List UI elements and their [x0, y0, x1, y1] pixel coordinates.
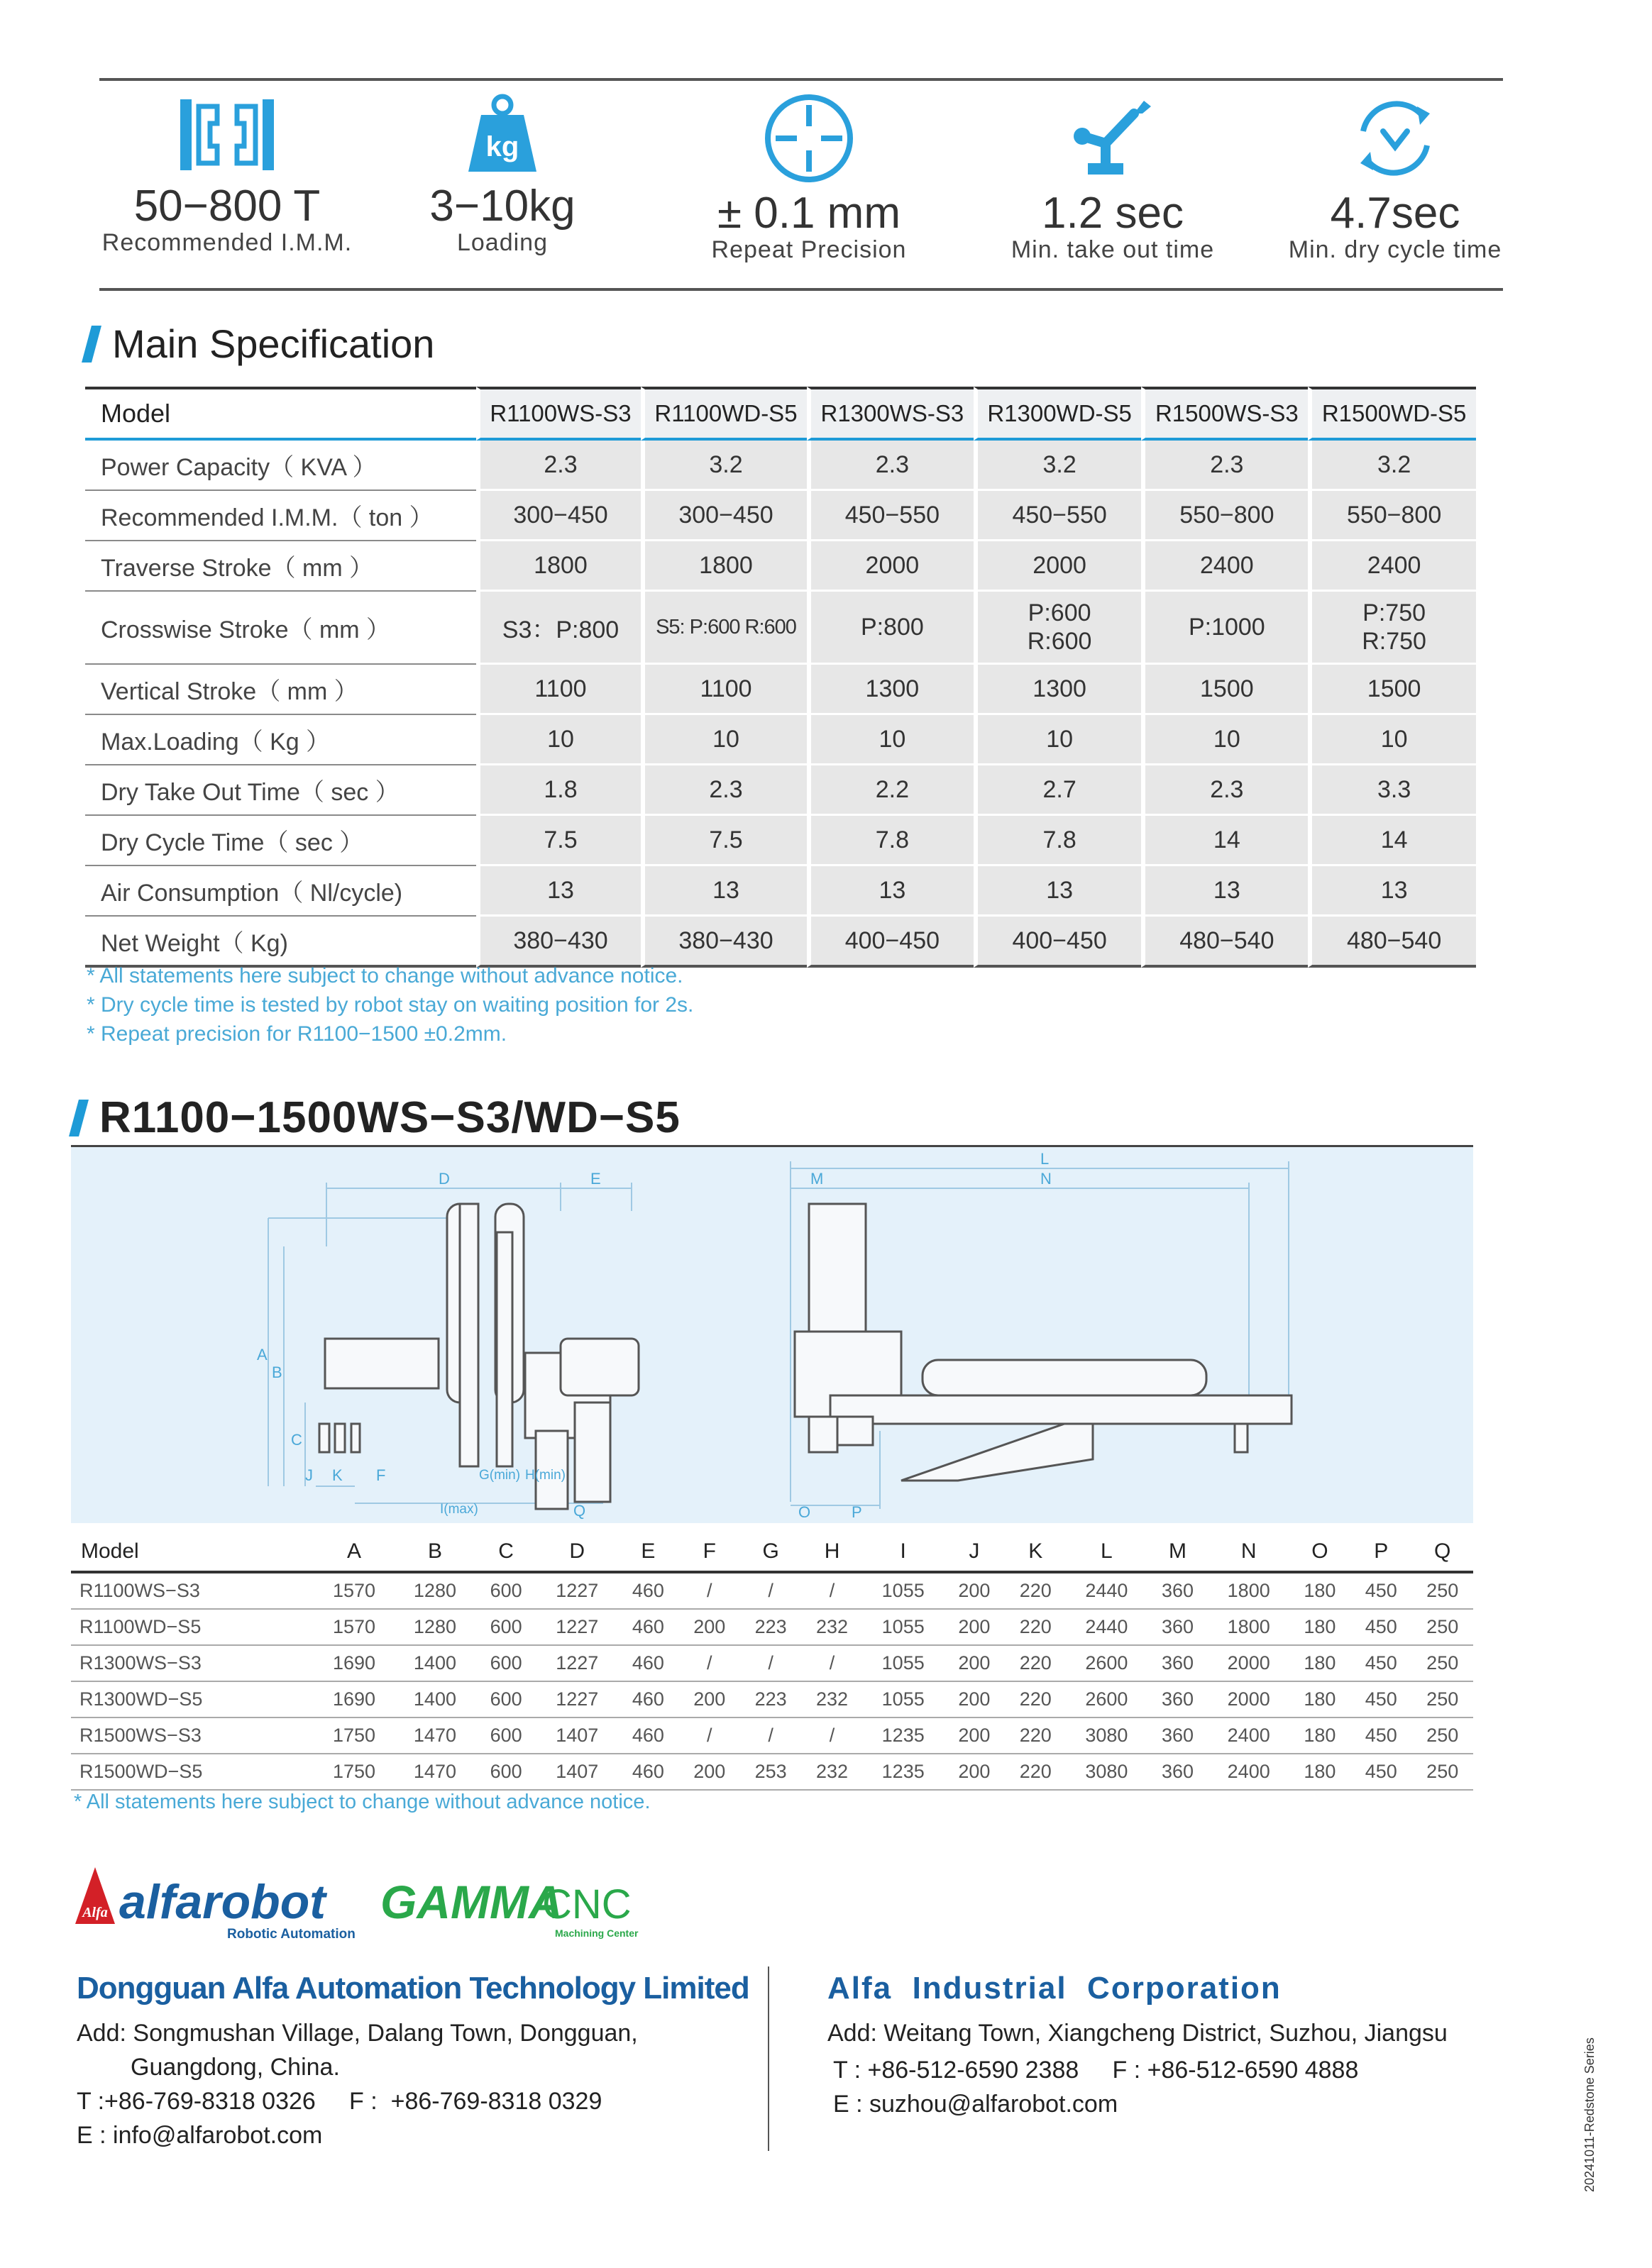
- title-slash-decoration: [69, 1100, 89, 1136]
- dim-cell: 1690: [314, 1645, 395, 1681]
- dim-cell: 232: [801, 1681, 862, 1717]
- dim-cell: 2400: [1208, 1717, 1289, 1754]
- model-header: Model: [85, 387, 476, 441]
- dim-cell: 2400: [1208, 1754, 1289, 1790]
- dim-cell: 1750: [314, 1717, 395, 1754]
- dim-cell: 460: [617, 1645, 678, 1681]
- spec-row: [85, 816, 1476, 866]
- spec-value: 13: [1141, 866, 1308, 917]
- dim-col-header: O: [1289, 1532, 1350, 1572]
- spec-label: Traverse Stroke（ mm ）: [85, 541, 476, 592]
- spec-value: 2.3: [476, 441, 641, 491]
- dim-cell: 180: [1289, 1572, 1350, 1609]
- spec-value: 1100: [476, 665, 641, 715]
- dim-row: [71, 1717, 1473, 1754]
- spec-row: [85, 491, 1476, 541]
- spec-label: Vertical Stroke（ mm ）: [85, 665, 476, 715]
- dim-cell: 200: [944, 1645, 1005, 1681]
- dim-cell: 2440: [1066, 1609, 1147, 1645]
- dim-cell: 450: [1350, 1645, 1411, 1681]
- left-phone-fax: T :+86-769-8318 0326 F : +86-769-8318 0329: [77, 2088, 602, 2115]
- spec-value: 7.5: [641, 816, 807, 866]
- dim-cell: 600: [475, 1645, 536, 1681]
- spec-row: [85, 765, 1476, 816]
- spec-value: 2.3: [641, 765, 807, 816]
- spec-label: Net Weight（ Kg): [85, 917, 476, 968]
- spec-row: [85, 441, 1476, 491]
- spec-value: 13: [807, 866, 974, 917]
- dim-cell: /: [801, 1572, 862, 1609]
- spec-value: 2000: [807, 541, 974, 592]
- drawing-label-q: Q: [573, 1502, 586, 1520]
- dim-cell: 360: [1147, 1681, 1208, 1717]
- spec-value: 3.3: [1308, 765, 1476, 816]
- spec-value: 1800: [641, 541, 807, 592]
- dim-cell: 2600: [1066, 1645, 1147, 1681]
- dim-cell: 223: [740, 1681, 801, 1717]
- spec-value: 2.7: [974, 765, 1142, 816]
- feature-value: 3−10kg: [429, 182, 576, 231]
- dim-row: [71, 1645, 1473, 1681]
- dim-col-header: E: [617, 1532, 678, 1572]
- spec-label: Power Capacity（ KVA ）: [85, 441, 476, 491]
- dim-col-header: C: [475, 1532, 536, 1572]
- dim-cell: 600: [475, 1754, 536, 1790]
- dim-cell: 220: [1005, 1754, 1066, 1790]
- feature-label: Loading: [456, 229, 548, 257]
- spec-value: 2400: [1308, 541, 1476, 592]
- dim-cell: 600: [475, 1572, 536, 1609]
- drawing-label-c: C: [291, 1431, 302, 1449]
- spec-note: * Dry cycle time is tested by robot stay on waiting position for 2s.: [87, 993, 694, 1017]
- robot-arm-icon: [1067, 92, 1159, 184]
- dim-cell: 180: [1289, 1681, 1350, 1717]
- feature-bottom-rule: [99, 288, 1503, 291]
- dim-cell: 1750: [314, 1754, 395, 1790]
- feature-take-out-time: [978, 92, 1248, 264]
- drawing-label-d: D: [439, 1170, 450, 1188]
- dim-cell: 250: [1411, 1609, 1473, 1645]
- alfarobot-tagline: Robotic Automation: [227, 1927, 356, 1942]
- dim-cell: 2000: [1208, 1645, 1289, 1681]
- dim-cell: 200: [679, 1681, 740, 1717]
- spec-value: 400−450: [974, 917, 1142, 968]
- dim-cell: 450: [1350, 1717, 1411, 1754]
- dim-cell: 1227: [536, 1609, 617, 1645]
- spec-value: 10: [641, 715, 807, 765]
- dim-row: [71, 1572, 1473, 1609]
- alfarobot-logo: [71, 1859, 369, 1944]
- spec-value: 1300: [807, 665, 974, 715]
- alfarobot-wordmark: alfarobot: [119, 1875, 326, 1929]
- dim-cell: 360: [1147, 1717, 1208, 1754]
- spec-value: 3.2: [1308, 441, 1476, 491]
- spec-value: 10: [1141, 715, 1308, 765]
- left-email: E : info@alfarobot.com: [77, 2122, 323, 2149]
- dim-cell: 3080: [1066, 1717, 1147, 1754]
- dim-cell: R1300WD−S5: [71, 1681, 314, 1717]
- dim-col-header: M: [1147, 1532, 1208, 1572]
- spec-value: 13: [476, 866, 641, 917]
- right-company-address: [827, 2016, 1448, 2121]
- dim-cell: 1400: [395, 1681, 475, 1717]
- dim-cell: 250: [1411, 1645, 1473, 1681]
- dim-cell: 1800: [1208, 1609, 1289, 1645]
- left-address-line: Guangdong, China.: [131, 2054, 340, 2081]
- section-title-text: Main Specification: [112, 321, 435, 366]
- spec-value: 450−550: [807, 491, 974, 541]
- spec-value: 380−430: [476, 917, 641, 968]
- dim-cell: 450: [1350, 1609, 1411, 1645]
- dim-cell: 1570: [314, 1572, 395, 1609]
- dimensions-title: [74, 1092, 681, 1143]
- right-phone-fax: T : +86-512-6590 2388 F : +86-512-6590 4888: [833, 2057, 1359, 2084]
- dim-row: [71, 1681, 1473, 1717]
- dim-cell: 360: [1147, 1572, 1208, 1609]
- dim-cell: 1227: [536, 1572, 617, 1609]
- spec-value: 480−540: [1308, 917, 1476, 968]
- dim-cell: 450: [1350, 1572, 1411, 1609]
- dim-col-header: G: [740, 1532, 801, 1572]
- dimension-table: [71, 1532, 1473, 1791]
- dim-cell: /: [679, 1717, 740, 1754]
- dim-cell: 200: [679, 1609, 740, 1645]
- dim-cell: /: [801, 1645, 862, 1681]
- spec-value: 2400: [1141, 541, 1308, 592]
- drawing-label-k: K: [332, 1466, 343, 1484]
- dim-col-header: I: [863, 1532, 944, 1572]
- dim-cell: 600: [475, 1681, 536, 1717]
- dim-cell: 360: [1147, 1754, 1208, 1790]
- dim-row: [71, 1754, 1473, 1790]
- main-spec-table: [85, 387, 1476, 968]
- left-company-name: Dongguan Alfa Automation Technology Limited: [77, 1971, 749, 2006]
- dim-cell: 1690: [314, 1681, 395, 1717]
- gammacnc-logo-mark: [380, 1873, 643, 1944]
- dim-cell: 1055: [863, 1681, 944, 1717]
- drawing-label-h: H(min): [525, 1468, 566, 1483]
- spec-value: 300−450: [476, 491, 641, 541]
- dim-cell: R1100WD−S5: [71, 1609, 314, 1645]
- dim-cell: 460: [617, 1681, 678, 1717]
- spec-value: 480−540: [1141, 917, 1308, 968]
- dim-cell: 200: [944, 1572, 1005, 1609]
- spec-label: Dry Cycle Time（ sec ）: [85, 816, 476, 866]
- spec-value: 2.3: [1141, 765, 1308, 816]
- gammacnc-tagline: Machining Center: [555, 1927, 639, 1939]
- dim-cell: 450: [1350, 1681, 1411, 1717]
- dim-cell: 1470: [395, 1717, 475, 1754]
- dim-cell: R1300WS−S3: [71, 1645, 314, 1681]
- spec-value: 14: [1141, 816, 1308, 866]
- dim-cell: 220: [1005, 1645, 1066, 1681]
- drawing-label-b: B: [272, 1363, 282, 1381]
- dim-cell: 200: [944, 1717, 1005, 1754]
- dim-cell: 180: [1289, 1645, 1350, 1681]
- model-col-header: R1100WD-S5: [641, 387, 807, 441]
- drawing-label-a: A: [257, 1346, 268, 1363]
- dim-col-header: L: [1066, 1532, 1147, 1572]
- feature-value: 1.2 sec: [1042, 189, 1184, 238]
- spec-row: [85, 541, 1476, 592]
- dim-cell: 253: [740, 1754, 801, 1790]
- dim-col-header: A: [314, 1532, 395, 1572]
- spec-note: * All statements here subject to change without advance notice.: [87, 964, 683, 988]
- dim-cell: 1227: [536, 1645, 617, 1681]
- dim-cell: 2600: [1066, 1681, 1147, 1717]
- spec-header-row: [85, 387, 1476, 441]
- dim-cell: 223: [740, 1609, 801, 1645]
- spec-value: 7.5: [476, 816, 641, 866]
- dim-cell: /: [740, 1572, 801, 1609]
- spec-value: 13: [974, 866, 1142, 917]
- dim-cell: 1800: [1208, 1572, 1289, 1609]
- spec-row: [85, 917, 1476, 968]
- spec-label: Dry Take Out Time（ sec ）: [85, 765, 476, 816]
- spec-value: 550−800: [1141, 491, 1308, 541]
- spec-value: 10: [807, 715, 974, 765]
- spec-value: 7.8: [974, 816, 1142, 866]
- model-col-header: R1500WS-S3: [1141, 387, 1308, 441]
- dim-cell: 1055: [863, 1572, 944, 1609]
- spec-notes: [87, 961, 693, 1049]
- alfarobot-logo-mark: [71, 1859, 369, 1944]
- spec-value: 1500: [1141, 665, 1308, 715]
- spec-label: Max.Loading（ Kg ）: [85, 715, 476, 765]
- gamma-wordmark: GAMMA: [380, 1876, 563, 1928]
- spec-value: 2.3: [807, 441, 974, 491]
- crosshair-icon: [763, 92, 855, 184]
- spec-value: 7.8: [807, 816, 974, 866]
- model-col-header: R1100WS-S3: [476, 387, 641, 441]
- spec-value: P:800: [807, 592, 974, 665]
- dim-col-header: D: [536, 1532, 617, 1572]
- right-address-line: Add: Weitang Town, Xiangcheng District, Suzhou, Jiangsu: [827, 2020, 1448, 2047]
- dim-cell: 180: [1289, 1717, 1350, 1754]
- spec-value: 2000: [974, 541, 1142, 592]
- dim-cell: 1227: [536, 1681, 617, 1717]
- robot-side-view-drawing: [71, 1147, 1473, 1523]
- spec-value: S5: P:600 R:600: [641, 592, 807, 665]
- dim-col-header: Model: [71, 1532, 314, 1572]
- dim-cell: 3080: [1066, 1754, 1147, 1790]
- feature-dry-cycle-time: [1260, 92, 1530, 264]
- spec-value: 2.3: [1141, 441, 1308, 491]
- feature-label: Recommended I.M.M.: [101, 229, 353, 257]
- cycle-clock-icon: [1349, 92, 1441, 184]
- dim-cell: 220: [1005, 1681, 1066, 1717]
- feature-value: ± 0.1 mm: [717, 189, 901, 238]
- dim-col-header: F: [679, 1532, 740, 1572]
- feature-value: 4.7sec: [1330, 189, 1460, 238]
- drawing-label-j: J: [305, 1466, 313, 1484]
- dim-cell: 1235: [863, 1717, 944, 1754]
- series-code: 20241011-Redstone Series: [1582, 2037, 1597, 2192]
- spec-value: 13: [641, 866, 807, 917]
- dim-cell: 450: [1350, 1754, 1411, 1790]
- dim-cell: /: [740, 1645, 801, 1681]
- spec-value: 380−430: [641, 917, 807, 968]
- feature-label: Min. take out time: [1011, 236, 1215, 264]
- drawing-label-n: N: [1040, 1170, 1052, 1188]
- dim-cell: 1407: [536, 1754, 617, 1790]
- feature-repeat-precision: [674, 92, 944, 264]
- feature-label: Min. dry cycle time: [1288, 236, 1502, 264]
- dim-row: [71, 1609, 1473, 1645]
- dim-cell: 1235: [863, 1754, 944, 1790]
- feature-recommended-imm: [92, 92, 362, 257]
- spec-row: [85, 866, 1476, 917]
- spec-value: 1300: [974, 665, 1142, 715]
- right-company-name: Alfa Industrial Corporation: [827, 1971, 1282, 2006]
- dim-cell: 600: [475, 1717, 536, 1754]
- top-rule: [99, 78, 1503, 81]
- dim-cell: 200: [944, 1681, 1005, 1717]
- dim-col-header: K: [1005, 1532, 1066, 1572]
- drawing-label-i: I(max): [440, 1502, 478, 1517]
- dim-cell: 2440: [1066, 1572, 1147, 1609]
- dim-cell: 1280: [395, 1609, 475, 1645]
- dim-cell: 180: [1289, 1609, 1350, 1645]
- spec-value: 14: [1308, 816, 1476, 866]
- dim-cell: 1570: [314, 1609, 395, 1645]
- spec-label: Crosswise Stroke（ mm ）: [85, 592, 476, 665]
- spec-value: S3：P:800: [476, 592, 641, 665]
- spec-value: 13: [1308, 866, 1476, 917]
- spec-value: 10: [1308, 715, 1476, 765]
- dim-col-header: P: [1350, 1532, 1411, 1572]
- model-col-header: R1300WD-S5: [974, 387, 1142, 441]
- spec-value: 550−800: [1308, 491, 1476, 541]
- dim-cell: R1100WS−S3: [71, 1572, 314, 1609]
- dim-cell: 1470: [395, 1754, 475, 1790]
- spec-label: Air Consumption（ Nl/cycle): [85, 866, 476, 917]
- spec-value: P:600 R:600: [974, 592, 1142, 665]
- dim-cell: 1055: [863, 1645, 944, 1681]
- dim-col-header: N: [1208, 1532, 1289, 1572]
- dim-cell: R1500WS−S3: [71, 1717, 314, 1754]
- dim-col-header: H: [801, 1532, 862, 1572]
- dim-col-header: B: [395, 1532, 475, 1572]
- spec-row: [85, 715, 1476, 765]
- spec-value: 1500: [1308, 665, 1476, 715]
- dim-cell: 232: [801, 1609, 862, 1645]
- main-spec-title: [87, 321, 434, 367]
- dim-cell: /: [801, 1717, 862, 1754]
- spec-value: 10: [974, 715, 1142, 765]
- spec-value: 10: [476, 715, 641, 765]
- weight-kg-icon: [460, 92, 545, 177]
- dim-cell: 220: [1005, 1572, 1066, 1609]
- dim-cell: 220: [1005, 1717, 1066, 1754]
- footer-divider: [768, 1966, 769, 2151]
- dim-cell: 1407: [536, 1717, 617, 1754]
- dim-cell: 250: [1411, 1717, 1473, 1754]
- dim-cell: /: [679, 1645, 740, 1681]
- dim-cell: 460: [617, 1572, 678, 1609]
- dim-cell: 180: [1289, 1754, 1350, 1790]
- right-email: E : suzhou@alfarobot.com: [833, 2091, 1118, 2118]
- spec-label: Recommended I.M.M.（ ton ）: [85, 491, 476, 541]
- dim-col-header: Q: [1411, 1532, 1473, 1572]
- drawing-label-e: E: [590, 1170, 601, 1188]
- section-title-text: R1100−1500WS−S3/WD−S5: [99, 1093, 681, 1142]
- feature-loading: [368, 92, 637, 257]
- dim-cell: 360: [1147, 1645, 1208, 1681]
- spec-value: 300−450: [641, 491, 807, 541]
- spec-value: 450−550: [974, 491, 1142, 541]
- spec-value: 3.2: [974, 441, 1142, 491]
- dim-cell: 460: [617, 1717, 678, 1754]
- spec-value: 1.8: [476, 765, 641, 816]
- dim-cell: 250: [1411, 1572, 1473, 1609]
- spec-value: 400−450: [807, 917, 974, 968]
- spec-row: [85, 665, 1476, 715]
- dim-cell: 220: [1005, 1609, 1066, 1645]
- spec-value: P:750 R:750: [1308, 592, 1476, 665]
- dim-col-header: J: [944, 1532, 1005, 1572]
- spec-value: 2.2: [807, 765, 974, 816]
- spec-value: 1800: [476, 541, 641, 592]
- spec-value: 3.2: [641, 441, 807, 491]
- spec-row: [85, 592, 1476, 665]
- dim-header-row: [71, 1532, 1473, 1572]
- dim-cell: 600: [475, 1609, 536, 1645]
- drawing-label-f: F: [376, 1466, 386, 1484]
- dim-cell: 2000: [1208, 1681, 1289, 1717]
- dim-cell: 1280: [395, 1572, 475, 1609]
- dimension-drawing-panel: [71, 1145, 1473, 1523]
- dim-cell: R1500WD−S5: [71, 1754, 314, 1790]
- spec-note: * Repeat precision for R1100−1500 ±0.2mm.: [87, 1022, 507, 1046]
- alfa-mark-text: Alfa: [82, 1905, 108, 1920]
- dim-cell: 232: [801, 1754, 862, 1790]
- dim-cell: /: [740, 1717, 801, 1754]
- left-company-address: [77, 2016, 638, 2152]
- model-col-header: R1500WD-S5: [1308, 387, 1476, 441]
- spec-value: P:1000: [1141, 592, 1308, 665]
- ruler-bracket-icon: [177, 92, 277, 177]
- drawing-label-l: L: [1040, 1150, 1050, 1168]
- dim-cell: 200: [944, 1754, 1005, 1790]
- drawing-label-o: O: [798, 1503, 811, 1521]
- left-address-line: Add: Songmushan Village, Dalang Town, Dongguan,: [77, 2020, 638, 2047]
- drawing-label-g: G(min): [479, 1468, 521, 1483]
- model-col-header: R1300WS-S3: [807, 387, 974, 441]
- cnc-wordmark: CNC: [542, 1881, 632, 1927]
- spec-value: 1100: [641, 665, 807, 715]
- dim-cell: 460: [617, 1754, 678, 1790]
- feature-label: Repeat Precision: [711, 236, 907, 264]
- dim-cell: 250: [1411, 1754, 1473, 1790]
- dim-cell: 360: [1147, 1609, 1208, 1645]
- dimension-footnote: * All statements here subject to change without advance notice.: [74, 1791, 651, 1813]
- dim-cell: 1055: [863, 1609, 944, 1645]
- feature-value: 50−800 T: [133, 182, 321, 231]
- dim-cell: 200: [679, 1754, 740, 1790]
- kg-icon-text: kg: [485, 131, 519, 162]
- drawing-label-p: P: [852, 1503, 862, 1521]
- gammacnc-logo: [380, 1873, 643, 1944]
- dim-cell: 460: [617, 1609, 678, 1645]
- dim-cell: 200: [944, 1609, 1005, 1645]
- dim-cell: 1400: [395, 1645, 475, 1681]
- title-slash-decoration: [82, 326, 101, 363]
- dim-cell: 250: [1411, 1681, 1473, 1717]
- drawing-label-m: M: [810, 1170, 824, 1188]
- dim-cell: /: [679, 1572, 740, 1609]
